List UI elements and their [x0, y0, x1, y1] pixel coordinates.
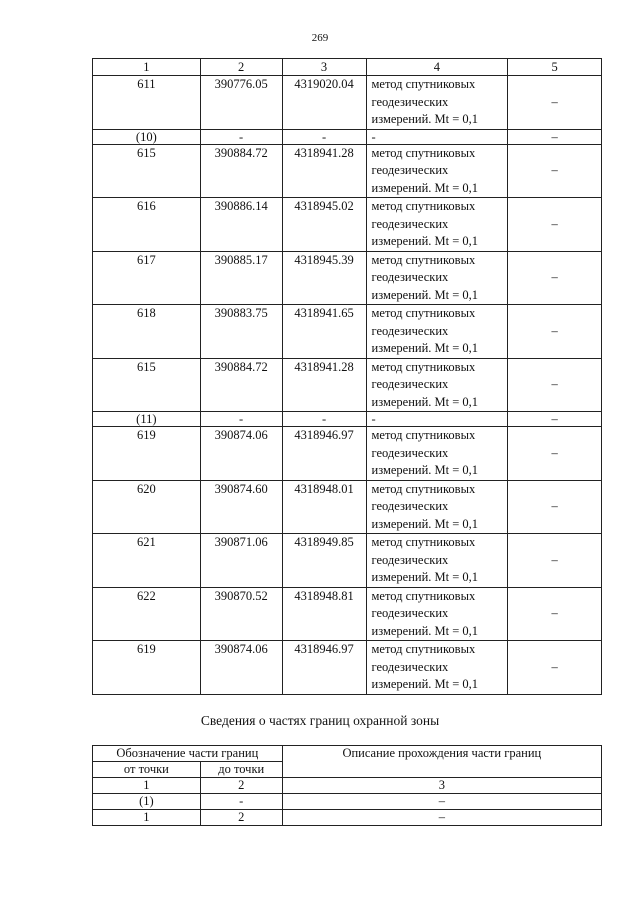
parts-desc-cell: –: [282, 794, 601, 810]
section-title: Сведения о частях границ охранной зоны: [200, 713, 440, 728]
parts-to-header: до точки: [200, 762, 282, 778]
x-coordinate-cell: 390884.72: [200, 144, 282, 198]
table-row: [93, 427, 602, 481]
x-coordinate-cell: 390883.75: [200, 305, 282, 359]
parts-from-cell: 1: [93, 810, 201, 826]
page-number: 269: [311, 32, 329, 44]
x-coordinate-cell: 390874.60: [200, 480, 282, 534]
point-number-cell: 619: [93, 427, 201, 481]
extra-cell: –: [508, 412, 602, 427]
table-row: [93, 144, 602, 198]
extra-cell: –: [508, 358, 602, 412]
point-number-cell: 617: [93, 251, 201, 305]
table-row: [93, 534, 602, 588]
parts-to-cell: -: [200, 794, 282, 810]
method-cell: метод спутниковых геодезических измерений. Mt = 0,1: [366, 641, 508, 695]
table-row: [93, 480, 602, 534]
y-coordinate-cell: 4318941.28: [282, 358, 366, 412]
header-col-2: 2: [200, 59, 282, 76]
x-coordinate-cell: -: [200, 412, 282, 427]
parts-group-header: Обозначение части границ: [93, 746, 283, 762]
parts-desc-cell: –: [282, 810, 601, 826]
coordinates-header-row: [93, 59, 602, 76]
header-col-4: 4: [366, 59, 508, 76]
x-coordinate-cell: 390885.17: [200, 251, 282, 305]
x-coordinate-cell: -: [200, 129, 282, 144]
method-cell: метод спутниковых геодезических измерений. Mt = 0,1: [366, 251, 508, 305]
parts-to-cell: 2: [200, 810, 282, 826]
coordinates-table: [92, 58, 602, 695]
parts-from-header: от точки: [93, 762, 201, 778]
y-coordinate-cell: 4318948.01: [282, 480, 366, 534]
method-cell: метод спутниковых геодезических измерений. Mt = 0,1: [366, 427, 508, 481]
x-coordinate-cell: 390886.14: [200, 198, 282, 252]
y-coordinate-cell: 4318945.02: [282, 198, 366, 252]
parts-from-cell: 1: [93, 778, 201, 794]
y-coordinate-cell: 4318946.97: [282, 641, 366, 695]
parts-desc-cell: 3: [282, 778, 601, 794]
method-cell: метод спутниковых геодезических измерений. Mt = 0,1: [366, 305, 508, 359]
y-coordinate-cell: 4318941.65: [282, 305, 366, 359]
point-number-cell: 616: [93, 198, 201, 252]
header-col-3: 3: [282, 59, 366, 76]
table-row: [93, 412, 602, 427]
x-coordinate-cell: 390776.05: [200, 76, 282, 130]
parts-from-cell: (1): [93, 794, 201, 810]
point-number-cell: 615: [93, 358, 201, 412]
boundary-parts-table: [92, 745, 602, 826]
extra-cell: –: [508, 198, 602, 252]
x-coordinate-cell: 390884.72: [200, 358, 282, 412]
extra-cell: –: [508, 129, 602, 144]
x-coordinate-cell: 390871.06: [200, 534, 282, 588]
table-row: [93, 794, 602, 810]
y-coordinate-cell: -: [282, 129, 366, 144]
table-row: [93, 251, 602, 305]
y-coordinate-cell: -: [282, 412, 366, 427]
point-number-cell: (10): [93, 129, 201, 144]
parts-header-row: [93, 746, 602, 762]
extra-cell: –: [508, 305, 602, 359]
parts-to-cell: 2: [200, 778, 282, 794]
x-coordinate-cell: 390874.06: [200, 427, 282, 481]
y-coordinate-cell: 4318941.28: [282, 144, 366, 198]
table-row: [93, 305, 602, 359]
method-cell: метод спутниковых геодезических измерений. Mt = 0,1: [366, 587, 508, 641]
y-coordinate-cell: 4318945.39: [282, 251, 366, 305]
y-coordinate-cell: 4318949.85: [282, 534, 366, 588]
method-cell: метод спутниковых геодезических измерений. Mt = 0,1: [366, 480, 508, 534]
table-row: [93, 76, 602, 130]
extra-cell: –: [508, 480, 602, 534]
method-cell: метод спутниковых геодезических измерений. Mt = 0,1: [366, 358, 508, 412]
extra-cell: –: [508, 534, 602, 588]
point-number-cell: 618: [93, 305, 201, 359]
parts-desc-header: Описание прохождения части границ: [282, 746, 601, 778]
table-row: [93, 587, 602, 641]
table-row: [93, 641, 602, 695]
extra-cell: –: [508, 427, 602, 481]
table-row: [93, 198, 602, 252]
header-col-1: 1: [93, 59, 201, 76]
x-coordinate-cell: 390870.52: [200, 587, 282, 641]
y-coordinate-cell: 4318948.81: [282, 587, 366, 641]
extra-cell: –: [508, 251, 602, 305]
method-cell: -: [366, 129, 508, 144]
point-number-cell: 622: [93, 587, 201, 641]
extra-cell: –: [508, 76, 602, 130]
extra-cell: –: [508, 587, 602, 641]
y-coordinate-cell: 4319020.04: [282, 76, 366, 130]
x-coordinate-cell: 390874.06: [200, 641, 282, 695]
table-row: [93, 810, 602, 826]
point-number-cell: 615: [93, 144, 201, 198]
method-cell: -: [366, 412, 508, 427]
table-row: [93, 129, 602, 144]
point-number-cell: 611: [93, 76, 201, 130]
header-col-5: 5: [508, 59, 602, 76]
extra-cell: –: [508, 641, 602, 695]
point-number-cell: (11): [93, 412, 201, 427]
method-cell: метод спутниковых геодезических измерений. Mt = 0,1: [366, 76, 508, 130]
y-coordinate-cell: 4318946.97: [282, 427, 366, 481]
point-number-cell: 621: [93, 534, 201, 588]
point-number-cell: 619: [93, 641, 201, 695]
extra-cell: –: [508, 144, 602, 198]
method-cell: метод спутниковых геодезических измерений. Mt = 0,1: [366, 144, 508, 198]
point-number-cell: 620: [93, 480, 201, 534]
method-cell: метод спутниковых геодезических измерений. Mt = 0,1: [366, 534, 508, 588]
coordinates-table-body: [93, 76, 602, 695]
method-cell: метод спутниковых геодезических измерений. Mt = 0,1: [366, 198, 508, 252]
table-row: [93, 358, 602, 412]
table-row: [93, 778, 602, 794]
